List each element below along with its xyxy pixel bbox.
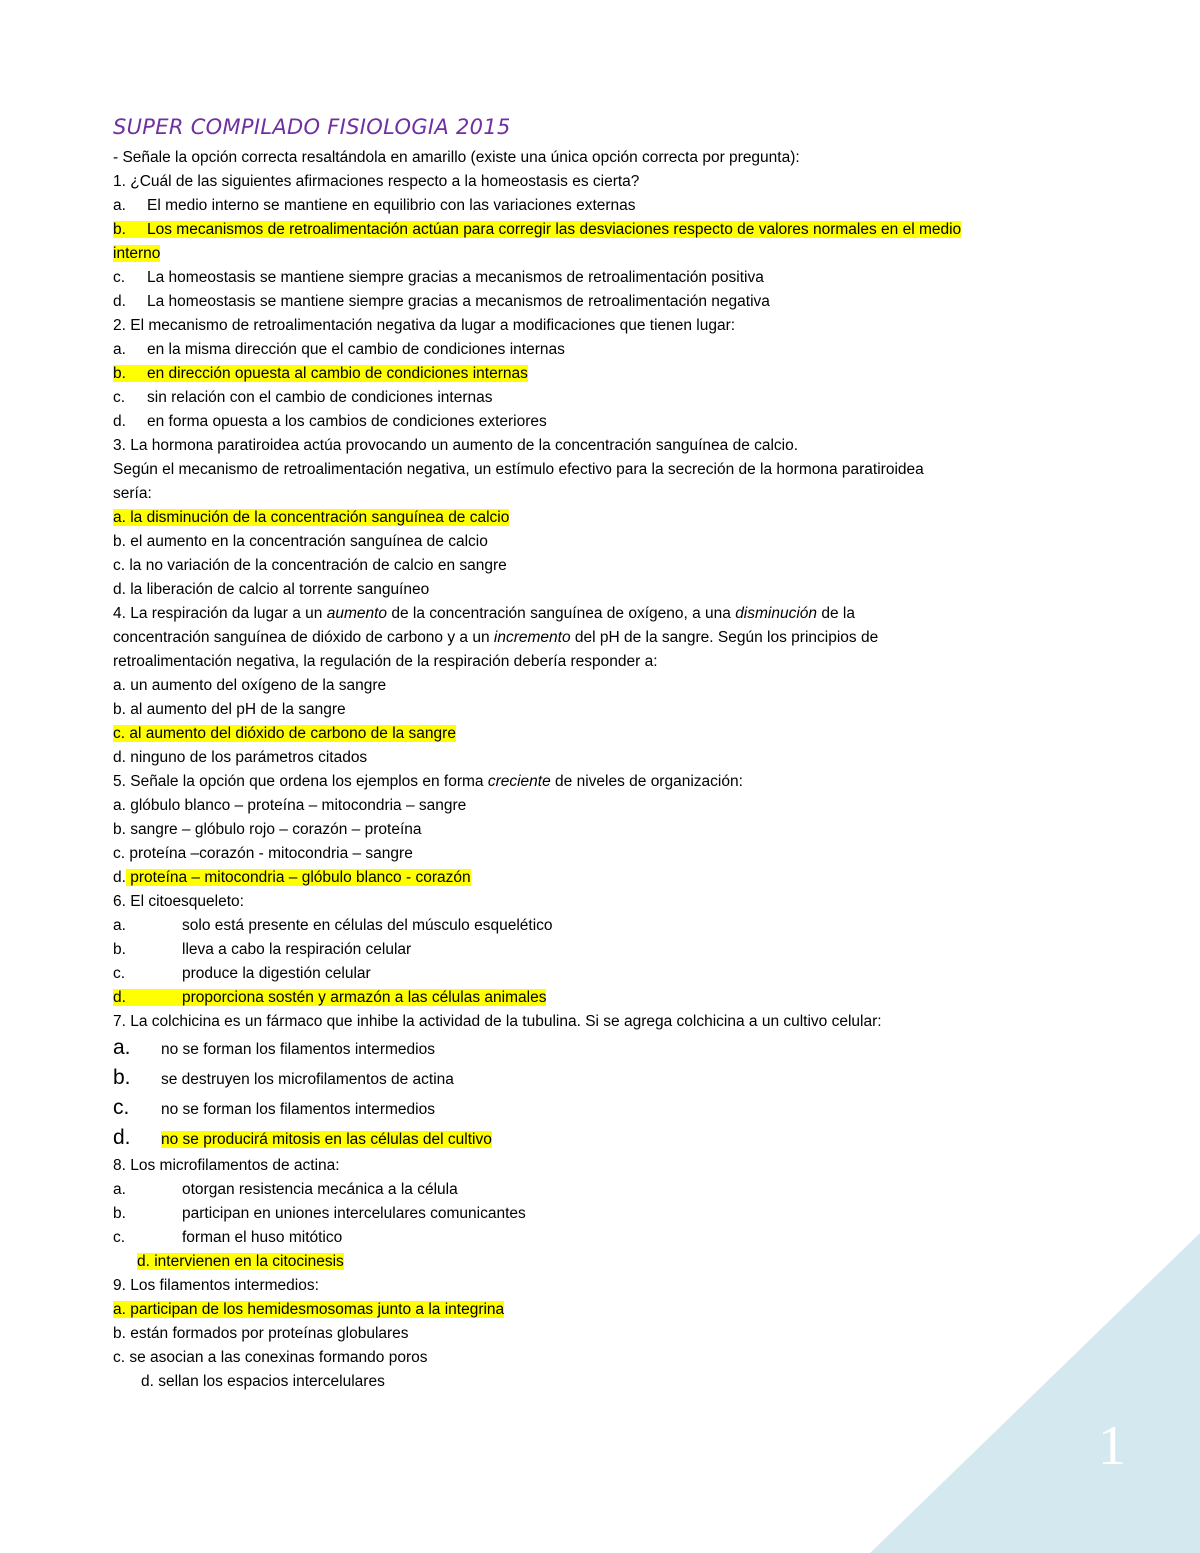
q1-option-c: c. La homeostasis se mantiene siempre gracias a mecanismos de retroalimentación positiva: [113, 269, 764, 286]
q3-option-c: c. la no variación de la concentración de calcio en sangre: [113, 557, 507, 574]
q3-option-a: a. la disminución de la concentración sanguínea de calcio: [113, 509, 510, 526]
q6-option-c: c. produce la digestión celular: [113, 965, 371, 982]
question-3: 3. La hormona paratiroidea actúa provocando un aumento de la concentración sanguínea de calcio.: [113, 437, 799, 454]
q2-option-b: b. en dirección opuesta al cambio de condiciones internas: [113, 365, 528, 382]
question-4-line-3: retroalimentación negativa, la regulación de la respiración debería responder a:: [113, 653, 658, 670]
instructions: - Señale la opción correcta resaltándola en amarillo (existe una única opción correcta por pregunta):: [113, 149, 800, 166]
q1-option-a: a. El medio interno se mantiene en equilibrio con las variaciones externas: [113, 197, 636, 214]
q9-option-d: d. sellan los espacios intercelulares: [141, 1373, 385, 1390]
question-3-line-2: Según el mecanismo de retroalimentación negativa, un estímulo efectivo para la secreción de la hormona paratiroidea: [113, 461, 924, 478]
q1-option-d: d. La homeostasis se mantiene siempre gracias a mecanismos de retroalimentación negativa: [113, 293, 770, 310]
q5-option-d: d. proteína – mitocondria – glóbulo blanco - corazón: [113, 869, 471, 886]
q2-option-c: c. sin relación con el cambio de condiciones internas: [113, 389, 493, 406]
q8-option-d: d. intervienen en la citocinesis: [137, 1253, 344, 1270]
q4-option-c: c. al aumento del dióxido de carbono de la sangre: [113, 725, 456, 742]
q4-option-b: b. al aumento del pH de la sangre: [113, 701, 346, 718]
q7-option-c: c. no se forman los filamentos intermedios: [113, 1096, 435, 1119]
q7-option-d: d. no se producirá mitosis en las células del cultivo: [113, 1126, 492, 1149]
q8-option-a: a. otorgan resistencia mecánica a la célula: [113, 1181, 458, 1198]
q9-option-c: c. se asocian a las conexinas formando poros: [113, 1349, 428, 1366]
q1-option-b: b. Los mecanismos de retroalimentación actúan para corregir las desviaciones respecto de valores normales en el medio: [113, 221, 962, 238]
q3-option-b: b. el aumento en la concentración sanguínea de calcio: [113, 533, 488, 550]
q6-option-d: d. proporciona sostén y armazón a las células animales: [113, 989, 547, 1006]
q5-option-b: b. sangre – glóbulo rojo – corazón – proteína: [113, 821, 422, 838]
question-4-line-2: concentración sanguínea de dióxido de carbono y a un incremento del pH de la sangre. Según los principios de: [113, 629, 879, 646]
q2-option-d: d. en forma opuesta a los cambios de condiciones exteriores: [113, 413, 547, 430]
question-1: 1. ¿Cuál de las siguientes afirmaciones respecto a la homeostasis es cierta?: [113, 173, 640, 190]
q9-option-a: a. participan de los hemidesmosomas junto a la integrina: [113, 1301, 505, 1318]
question-4: 4. La respiración da lugar a un aumento de la concentración sanguínea de oxígeno, a una disminución de la: [113, 605, 855, 622]
question-8: 8. Los microfilamentos de actina:: [113, 1157, 340, 1174]
question-5: 5. Señale la opción que ordena los ejemplos en forma creciente de niveles de organización:: [113, 773, 743, 790]
document-content: [113, 112, 1093, 1394]
q4-option-a: a. un aumento del oxígeno de la sangre: [113, 677, 387, 694]
q6-option-b: b. lleva a cabo la respiración celular: [113, 941, 412, 958]
document-title: SUPER COMPILADO FISIOLOGIA 2015: [113, 115, 511, 139]
q1-option-b-cont: interno: [113, 245, 161, 262]
q7-option-a: a. no se forman los filamentos intermedios: [113, 1036, 435, 1059]
q8-option-b: b. participan en uniones intercelulares comunicantes: [113, 1205, 526, 1222]
question-9: 9. Los filamentos intermedios:: [113, 1277, 319, 1294]
q8-option-c: c. forman el huso mitótico: [113, 1229, 343, 1246]
q9-option-b: b. están formados por proteínas globulares: [113, 1325, 409, 1342]
question-2: 2. El mecanismo de retroalimentación negativa da lugar a modificaciones que tienen lugar:: [113, 317, 736, 334]
q5-option-a: a. glóbulo blanco – proteína – mitocondria – sangre: [113, 797, 467, 814]
q3-option-d: d. la liberación de calcio al torrente sanguíneo: [113, 581, 430, 598]
q6-option-a: a. solo está presente en células del músculo esquelético: [113, 917, 553, 934]
question-3-line-3: sería:: [113, 485, 152, 502]
q2-option-a: a. en la misma dirección que el cambio de condiciones internas: [113, 341, 565, 358]
q4-option-d: d. ninguno de los parámetros citados: [113, 749, 368, 766]
question-7: 7. La colchicina es un fármaco que inhibe la actividad de la tubulina. Si se agrega colchicina a un cultivo celular:: [113, 1013, 882, 1030]
q5-option-c: c. proteína –corazón - mitocondria – sangre: [113, 845, 413, 862]
question-6: 6. El citoesqueleto:: [113, 893, 244, 910]
page-number: 1: [1098, 1415, 1126, 1477]
q7-option-b: b. se destruyen los microfilamentos de actina: [113, 1066, 454, 1089]
